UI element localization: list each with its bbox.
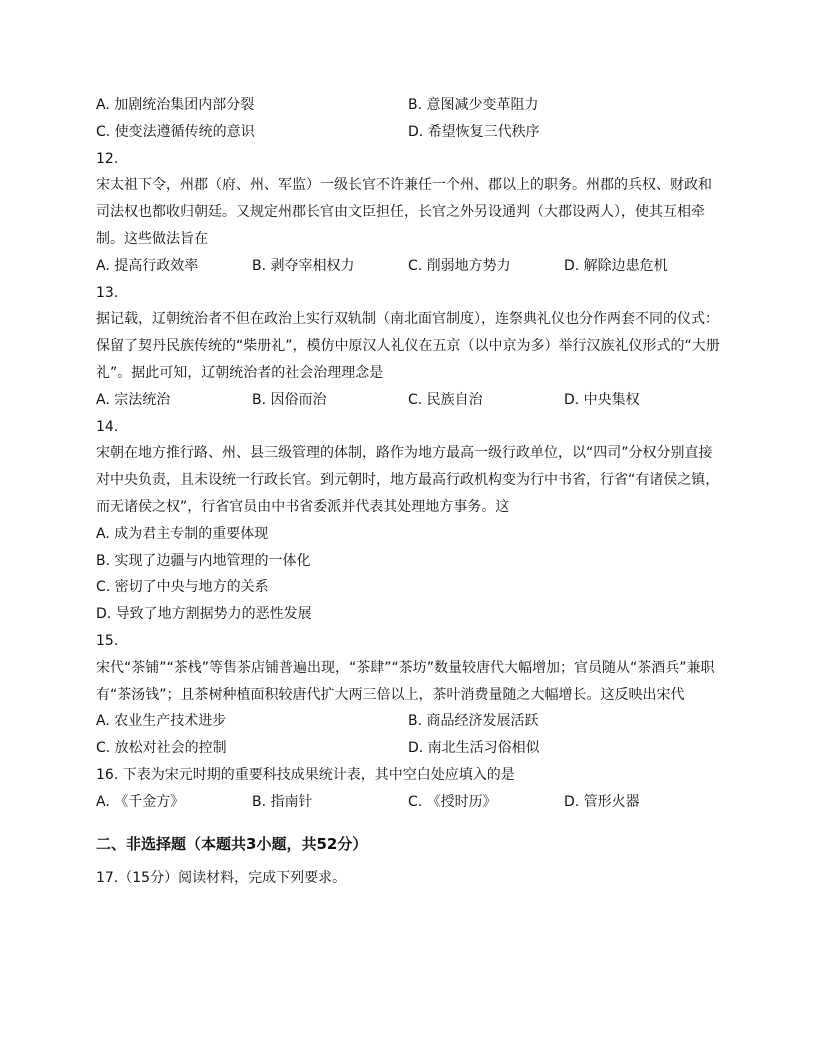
q15-number: 15. — [96, 632, 119, 649]
q15-options-row-2 — [96, 735, 720, 762]
section-2-title: 二、非选择题（本题共3小题，共52分） — [96, 834, 368, 853]
q13-stem: 据记载，辽朝统治者不但在政治上实行双轨制（南北面官制度），连祭典礼仪也分作两套不同的仪式：保留了契丹民族传统的“柴册礼”，模仿中原汉人礼仪在五京（以中京为多）举行汉族礼仪形式的“大册礼”。据此可知，辽朝统治者的社会治理理念是 — [96, 311, 720, 381]
q11-options-row-2 — [96, 119, 720, 146]
q14-option-d: D. 导致了地方割据势力的恶性发展 — [96, 606, 312, 623]
q14-option-b: B. 实现了边疆与内地管理的一体化 — [96, 552, 311, 569]
q11-option-b: B. 意图减少变革阻力 — [408, 97, 539, 113]
q15-stem: 宋代“茶铺”“茶栈”等售茶店铺普遍出现，“茶肆”“茶坊”数量较唐代大幅增加；官员随从“茶酒兵”兼职有“茶汤钱”；且茶树种植面积较唐代扩大两三倍以上，茶叶消费量随之大幅增长。这反映出宋代 — [96, 659, 715, 703]
q13-option-a: A. 宗法统治 — [96, 391, 171, 408]
q13-option-c: C. 民族自治 — [408, 391, 483, 408]
q15-option-a: A. 农业生产技术进步 — [96, 713, 227, 730]
q16-stem: 16. 下表为宋元时期的重要科技成果统计表，其中空白处应填入的是 — [96, 766, 515, 783]
q15-option-d: D. 南北生活习俗相似 — [408, 740, 540, 757]
q12-option-d: D. 解除边患危机 — [564, 257, 668, 274]
q12-option-c: C. 削弱地方势力 — [408, 257, 511, 274]
q15-option-c: C. 放松对社会的控制 — [96, 740, 227, 757]
q16-option-b: B. 指南针 — [252, 793, 313, 810]
q11-option-c: C. 使变法遵循传统的意识 — [96, 123, 255, 140]
q12-options — [96, 253, 720, 280]
q14-option-c: C. 密切了中央与地方的关系 — [96, 579, 269, 596]
q13-options — [96, 387, 720, 414]
q11-option-a: A. 加剧统治集团内部分裂 — [96, 97, 255, 113]
q13-number: 13. — [96, 284, 119, 301]
q16-option-a: A. 《千金方》 — [96, 793, 185, 810]
q11-option-d: D. 希望恢复三代秩序 — [408, 123, 540, 140]
q14-stem: 宋朝在地方推行路、州、县三级管理的体制，路作为地方最高一级行政单位，以“四司”分权分别直接对中央负责，且未设统一行政长官。到元朝时，地方最高行政机构变为行中书省，行省“有诸侯之镇，而无诸侯之权”，行省官员由中书省委派并代表其处理地方事务。这 — [96, 445, 720, 515]
q11-options-row-1 — [96, 92, 720, 119]
q13-option-b: B. 因俗而治 — [252, 391, 327, 408]
q12-number: 12. — [96, 150, 119, 167]
q14-option-a: A. 成为君主专制的重要体现 — [96, 525, 269, 542]
q12-option-a: A. 提高行政效率 — [96, 257, 199, 274]
q15-options-row-1 — [96, 708, 720, 735]
q16-option-c: C. 《授时历》 — [408, 793, 497, 810]
q14-number: 14. — [96, 418, 119, 435]
q12-option-b: B. 剥夺宰相权力 — [252, 257, 355, 274]
q17-stem: 17.（15分）阅读材料，完成下列要求。 — [96, 869, 347, 886]
q16-options — [96, 789, 720, 816]
q15-option-b: B. 商品经济发展活跃 — [408, 713, 539, 730]
page-content — [96, 92, 720, 891]
q12-stem: 宋太祖下令，州郡（府、州、军监）一级长官不许兼任一个州、郡以上的职务。州郡的兵权、财政和司法权也都收归朝廷。又规定州郡长官由文臣担任，长官之外另设通判（大郡设两人），使其互相牵制。这些做法旨在 — [96, 177, 712, 247]
q16-option-d: D. 管形火器 — [564, 793, 640, 810]
q13-option-d: D. 中央集权 — [564, 391, 640, 408]
